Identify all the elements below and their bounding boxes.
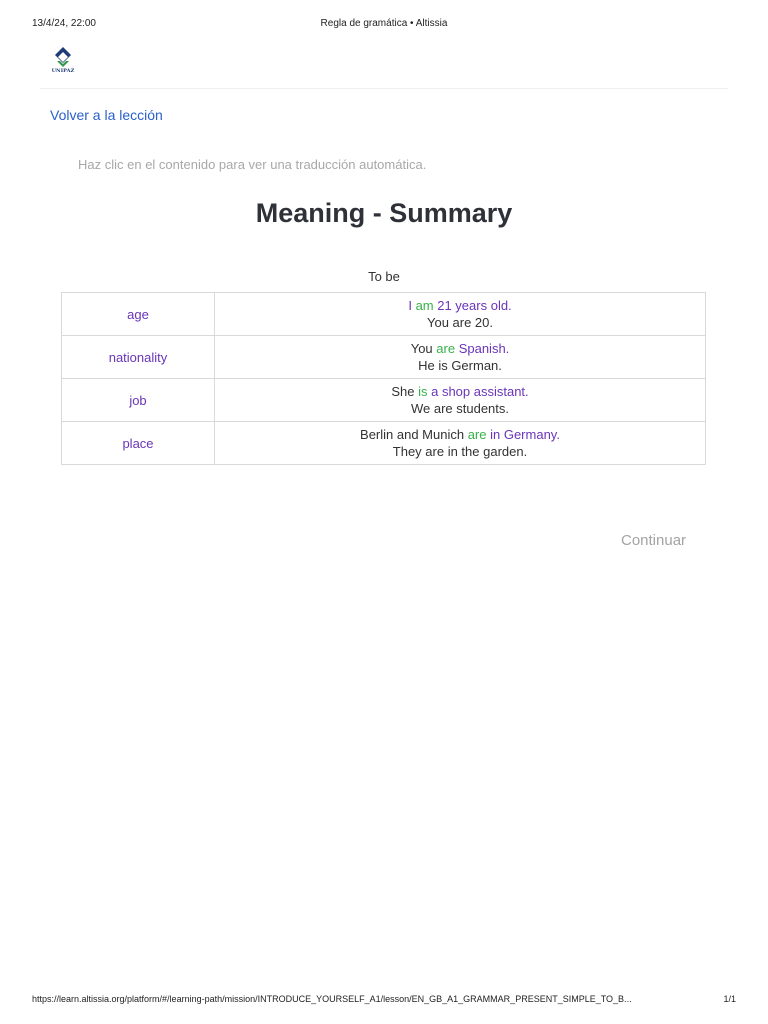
translation-hint: Haz clic en el contenido para ver una traducción automática.: [78, 157, 427, 172]
example-line-2: He is German.: [418, 358, 502, 373]
example-segment: in Germany.: [486, 427, 560, 442]
example-segment: Berlin and Munich: [360, 427, 468, 442]
verb-highlight: am: [415, 298, 434, 313]
row-examples[interactable]: [215, 336, 706, 379]
print-url: https://learn.altissia.org/platform/#/learning-path/mission/INTRODUCE_YOURSELF_A1/lesson/EN_GB_A1_GRAMMAR_PRESENT_SIMPLE_TO_B...: [32, 994, 632, 1004]
example-line-1: [215, 340, 705, 357]
example-line-2: They are in the garden.: [392, 444, 528, 459]
example-segment: I: [408, 298, 416, 313]
unipaz-logo[interactable]: [48, 46, 78, 80]
header-divider: [40, 88, 728, 89]
example-segment: 21 years old.: [433, 298, 512, 313]
row-category[interactable]: job: [62, 379, 215, 422]
row-category[interactable]: nationality: [62, 336, 215, 379]
verb-highlight: is: [418, 384, 428, 399]
example-segment: You: [410, 341, 437, 356]
continue-button[interactable]: Continuar: [613, 528, 694, 553]
table-row: [62, 379, 706, 422]
example-line-2: You are 20.: [426, 315, 494, 330]
example-line-1: [215, 383, 705, 400]
print-page-number: 1/1: [723, 994, 736, 1004]
example-segment: She: [391, 384, 419, 399]
table-row: [62, 422, 706, 465]
table-row: [62, 293, 706, 336]
summary-table: [61, 292, 706, 465]
table-caption: To be: [368, 269, 400, 284]
print-datetime: 13/4/24, 22:00: [32, 18, 96, 29]
page-title: Meaning - Summary: [255, 198, 513, 228]
row-examples[interactable]: [215, 379, 706, 422]
print-document-title: Regla de gramática • Altissia: [320, 18, 448, 29]
example-line-1: [215, 426, 705, 443]
logo-mark-icon: [48, 46, 78, 68]
print-footer: [0, 994, 768, 1008]
back-to-lesson-link[interactable]: Volver a la lección: [50, 107, 163, 123]
table-row: [62, 336, 706, 379]
verb-highlight: are: [467, 427, 487, 442]
example-line-1: [215, 297, 705, 314]
example-line-2: We are students.: [410, 401, 510, 416]
example-segment: a shop assistant.: [427, 384, 529, 399]
row-category[interactable]: age: [62, 293, 215, 336]
logo-text: UNIPAZ: [51, 68, 75, 74]
print-header: [0, 18, 768, 32]
row-examples[interactable]: [215, 422, 706, 465]
verb-highlight: are: [436, 341, 456, 356]
example-segment: Spanish.: [455, 341, 510, 356]
row-category[interactable]: place: [62, 422, 215, 465]
row-examples[interactable]: [215, 293, 706, 336]
